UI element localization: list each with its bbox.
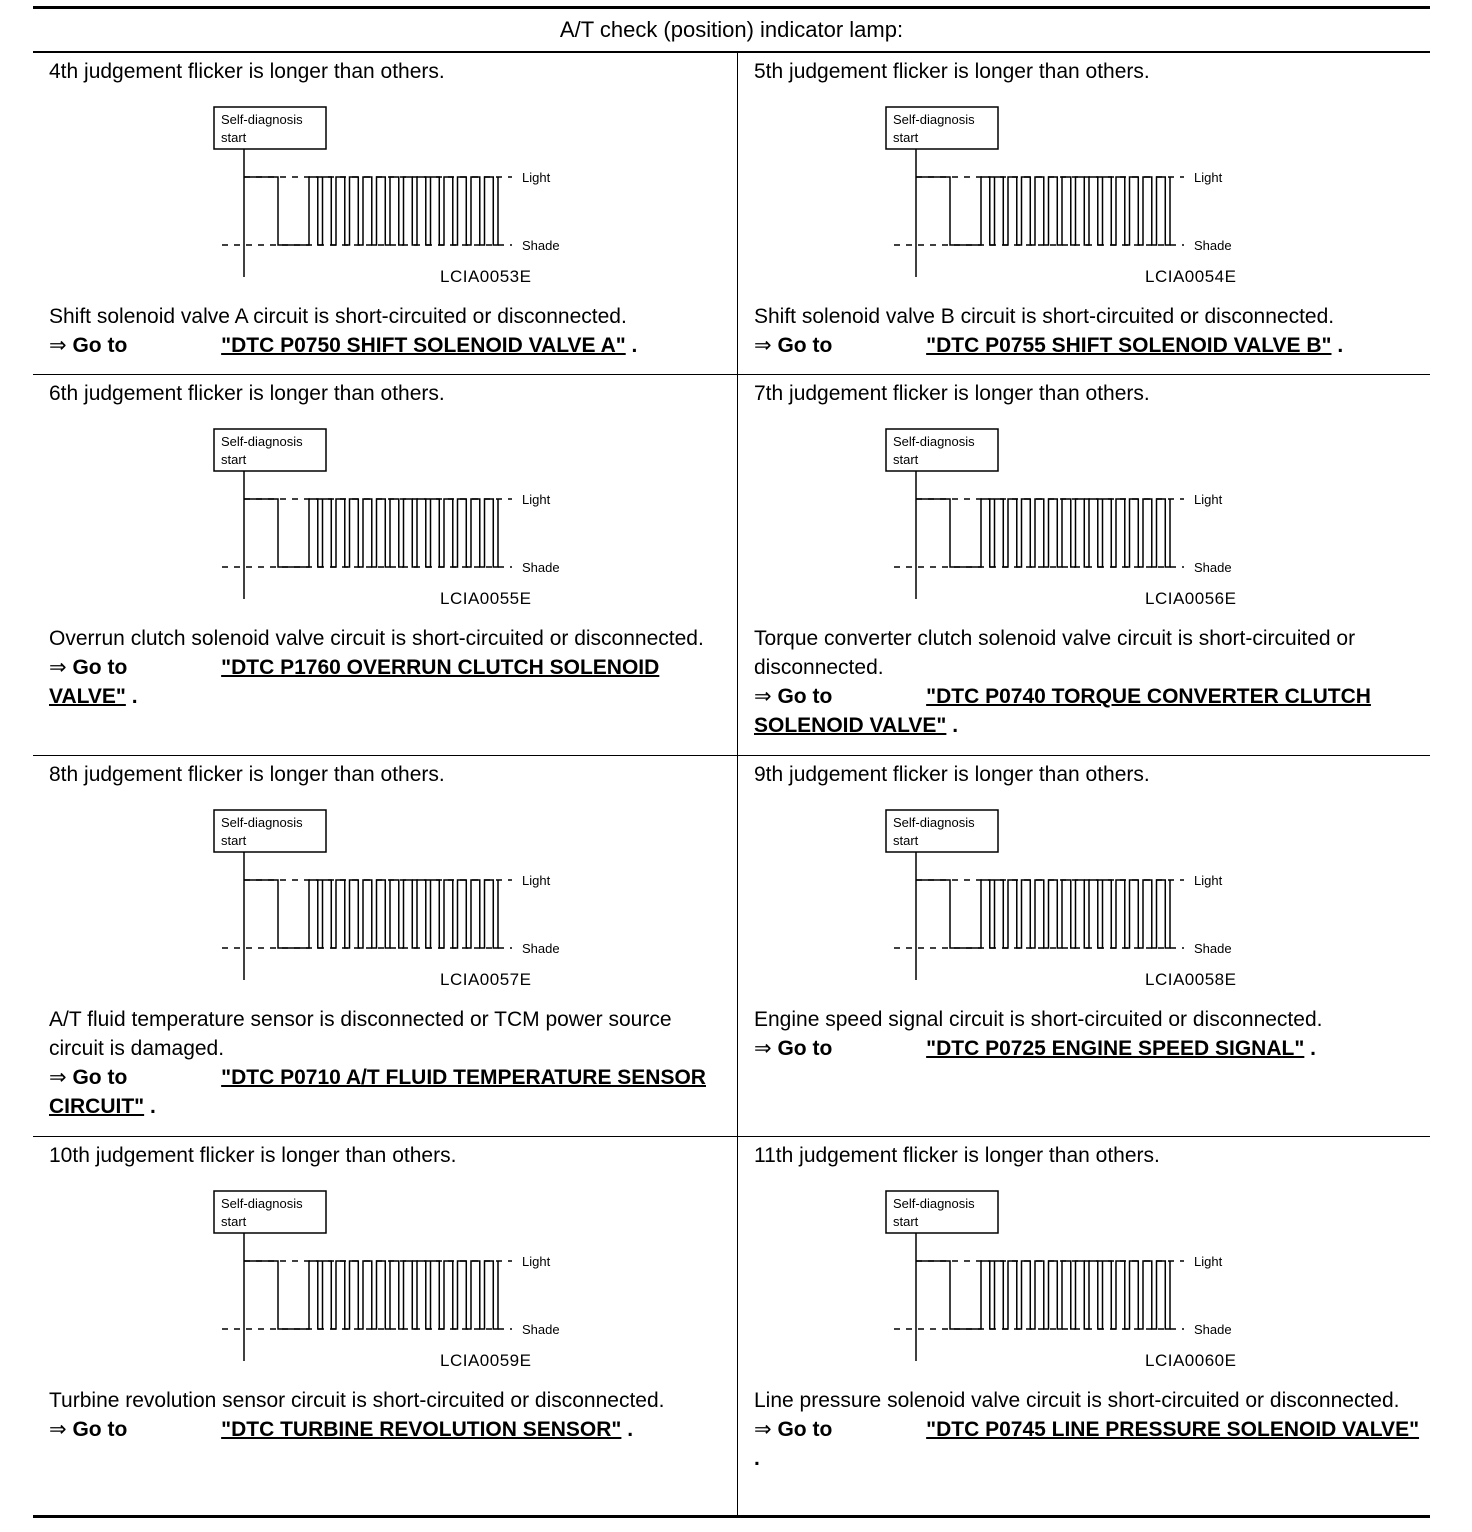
flicker-waveform xyxy=(49,87,738,292)
box-label: start xyxy=(221,130,247,145)
flicker-waveform xyxy=(754,409,1430,614)
goto-line: ⇒ Go to "DTC P1760 OVERRUN CLUTCH SOLENOID VALVE" . xyxy=(49,656,660,708)
flicker-waveform xyxy=(754,1171,1430,1376)
light-label: Light xyxy=(1194,492,1223,507)
light-label: Light xyxy=(1194,170,1223,185)
box-label: start xyxy=(893,1214,919,1229)
shade-label: Shade xyxy=(1194,238,1232,253)
cell-description: Line pressure solenoid valve circuit is short-circuited or disconnected. xyxy=(754,1389,1400,1412)
goto-label: Go to xyxy=(72,656,128,679)
cell-description: Turbine revolution sensor circuit is short-circuited or disconnected. xyxy=(49,1389,665,1412)
goto-line: ⇒ Go to "DTC P0750 SHIFT SOLENOID VALVE A" . xyxy=(49,334,638,357)
flicker-diagram xyxy=(49,1171,737,1376)
goto-line: ⇒ Go to "DTC P0745 LINE PRESSURE SOLENOID VALVE" . xyxy=(754,1418,1420,1470)
pulse-train xyxy=(916,880,1170,948)
figure-code: LCIA0060E xyxy=(1145,1351,1237,1370)
arrow-icon: ⇒ xyxy=(754,334,772,357)
goto-line: ⇒ Go to "DTC P0725 ENGINE SPEED SIGNAL" . xyxy=(754,1037,1316,1060)
cell-title: 6th judgement flicker is longer than others. xyxy=(49,382,445,405)
flicker-diagram xyxy=(49,790,737,995)
waveform-group xyxy=(214,107,560,277)
table-row xyxy=(33,53,1430,375)
cell-title: 7th judgement flicker is longer than others. xyxy=(754,382,1150,405)
flicker-waveform xyxy=(49,1171,738,1376)
dtc-link[interactable]: "DTC P0755 SHIFT SOLENOID VALVE B" xyxy=(926,334,1332,357)
goto-line: ⇒ Go to "DTC P0710 A/T FLUID TEMPERATURE SENSOR CIRCUIT" . xyxy=(49,1066,706,1118)
light-label: Light xyxy=(1194,1254,1223,1269)
table-row xyxy=(33,375,1430,756)
cell-title: 8th judgement flicker is longer than others. xyxy=(49,763,445,786)
cell-description: Shift solenoid valve B circuit is short-circuited or disconnected. xyxy=(754,305,1335,328)
flicker-diagram xyxy=(754,790,1430,995)
waveform-group xyxy=(214,1191,560,1361)
dtc-link[interactable]: "DTC P0725 ENGINE SPEED SIGNAL" xyxy=(926,1037,1305,1060)
pulse-train xyxy=(244,177,498,245)
dtc-link[interactable]: "DTC P0710 A/T FLUID TEMPERATURE SENSOR CIRCUIT" xyxy=(49,1066,706,1118)
goto-label: Go to xyxy=(72,1066,128,1089)
pulse-train xyxy=(916,1261,1170,1329)
indicator-lamp-table xyxy=(33,6,1430,1518)
shade-label: Shade xyxy=(522,560,560,575)
figure-code: LCIA0059E xyxy=(440,1351,532,1370)
cell-10th xyxy=(33,1137,738,1515)
light-label: Light xyxy=(1194,873,1223,888)
cell-4th xyxy=(33,53,738,374)
box-label: Self-diagnosis xyxy=(893,1196,975,1211)
box-label: start xyxy=(893,833,919,848)
figure-code: LCIA0053E xyxy=(440,267,532,286)
figure-code: LCIA0054E xyxy=(1145,267,1237,286)
box-label: start xyxy=(893,130,919,145)
table-row xyxy=(33,756,1430,1137)
box-label: Self-diagnosis xyxy=(221,112,303,127)
waveform-group xyxy=(886,810,1232,980)
dtc-link[interactable]: "DTC P1760 OVERRUN CLUTCH SOLENOID VALVE" xyxy=(49,656,660,708)
arrow-icon: ⇒ xyxy=(49,656,67,679)
waveform-group xyxy=(886,429,1232,599)
light-label: Light xyxy=(522,873,551,888)
shade-label: Shade xyxy=(1194,560,1232,575)
cell-7th xyxy=(738,375,1430,755)
waveform-group xyxy=(886,107,1232,277)
dtc-link[interactable]: "DTC P0745 LINE PRESSURE SOLENOID VALVE" xyxy=(926,1418,1420,1441)
box-label: start xyxy=(221,452,247,467)
cell-description: Engine speed signal circuit is short-circuited or disconnected. xyxy=(754,1008,1323,1031)
table-row xyxy=(33,1137,1430,1518)
box-label: Self-diagnosis xyxy=(221,434,303,449)
flicker-waveform xyxy=(754,790,1430,995)
shade-label: Shade xyxy=(1194,941,1232,956)
cell-description: A/T fluid temperature sensor is disconnected or TCM power source circuit is damaged. xyxy=(49,1008,672,1060)
cell-11th xyxy=(738,1137,1430,1515)
box-label: start xyxy=(221,833,247,848)
cell-description: Torque converter clutch solenoid valve circuit is short-circuited or disconnected. xyxy=(754,627,1356,679)
goto-label: Go to xyxy=(777,685,833,708)
shade-label: Shade xyxy=(522,1322,560,1337)
goto-label: Go to xyxy=(777,334,833,357)
figure-code: LCIA0057E xyxy=(440,970,532,989)
waveform-group xyxy=(214,810,560,980)
pulse-train xyxy=(244,880,498,948)
flicker-waveform xyxy=(49,409,738,614)
box-label: Self-diagnosis xyxy=(221,815,303,830)
cell-title: 9th judgement flicker is longer than others. xyxy=(754,763,1150,786)
cell-5th xyxy=(738,53,1430,374)
goto-label: Go to xyxy=(72,1418,128,1441)
dtc-link[interactable]: "DTC P0750 SHIFT SOLENOID VALVE A" xyxy=(221,334,626,357)
flicker-waveform xyxy=(49,790,738,995)
cell-title: 10th judgement flicker is longer than others. xyxy=(49,1144,457,1167)
table-header: A/T check (position) indicator lamp: xyxy=(33,6,1430,53)
pulse-train xyxy=(244,499,498,567)
shade-label: Shade xyxy=(522,238,560,253)
flicker-diagram xyxy=(754,87,1430,292)
arrow-icon: ⇒ xyxy=(49,1066,67,1089)
flicker-diagram xyxy=(754,1171,1430,1376)
figure-code: LCIA0058E xyxy=(1145,970,1237,989)
flicker-diagram xyxy=(49,409,737,614)
light-label: Light xyxy=(522,170,551,185)
pulse-train xyxy=(916,499,1170,567)
pulse-train xyxy=(244,1261,498,1329)
box-label: start xyxy=(893,452,919,467)
goto-line: ⇒ Go to "DTC TURBINE REVOLUTION SENSOR" . xyxy=(49,1418,634,1441)
box-label: start xyxy=(221,1214,247,1229)
cell-title: 4th judgement flicker is longer than others. xyxy=(49,60,445,83)
goto-line: ⇒ Go to "DTC P0755 SHIFT SOLENOID VALVE B" . xyxy=(754,334,1344,357)
cell-description: Shift solenoid valve A circuit is short-circuited or disconnected. xyxy=(49,305,627,328)
flicker-diagram xyxy=(49,87,737,292)
cell-description: Overrun clutch solenoid valve circuit is short-circuited or disconnected. xyxy=(49,627,704,650)
box-label: Self-diagnosis xyxy=(893,434,975,449)
cell-9th xyxy=(738,756,1430,1136)
arrow-icon: ⇒ xyxy=(754,1418,772,1441)
cell-title: 5th judgement flicker is longer than others. xyxy=(754,60,1150,83)
light-label: Light xyxy=(522,492,551,507)
dtc-link[interactable]: "DTC TURBINE REVOLUTION SENSOR" xyxy=(221,1418,622,1441)
goto-label: Go to xyxy=(777,1418,833,1441)
goto-label: Go to xyxy=(777,1037,833,1060)
box-label: Self-diagnosis xyxy=(893,112,975,127)
shade-label: Shade xyxy=(522,941,560,956)
arrow-icon: ⇒ xyxy=(754,685,772,708)
waveform-group xyxy=(886,1191,1232,1361)
cell-8th xyxy=(33,756,738,1136)
arrow-icon: ⇒ xyxy=(754,1037,772,1060)
cell-title: 11th judgement flicker is longer than others. xyxy=(754,1144,1160,1167)
figure-code: LCIA0056E xyxy=(1145,589,1237,608)
goto-label: Go to xyxy=(72,334,128,357)
flicker-diagram xyxy=(754,409,1430,614)
box-label: Self-diagnosis xyxy=(221,1196,303,1211)
dtc-link[interactable]: "DTC P0740 TORQUE CONVERTER CLUTCH SOLENOID VALVE" xyxy=(754,685,1371,737)
pulse-train xyxy=(916,177,1170,245)
arrow-icon: ⇒ xyxy=(49,334,67,357)
figure-code: LCIA0055E xyxy=(440,589,532,608)
shade-label: Shade xyxy=(1194,1322,1232,1337)
arrow-icon: ⇒ xyxy=(49,1418,67,1441)
box-label: Self-diagnosis xyxy=(893,815,975,830)
light-label: Light xyxy=(522,1254,551,1269)
goto-line: ⇒ Go to "DTC P0740 TORQUE CONVERTER CLUTCH SOLENOID VALVE" . xyxy=(754,685,1371,737)
waveform-group xyxy=(214,429,560,599)
flicker-waveform xyxy=(754,87,1430,292)
cell-6th xyxy=(33,375,738,755)
